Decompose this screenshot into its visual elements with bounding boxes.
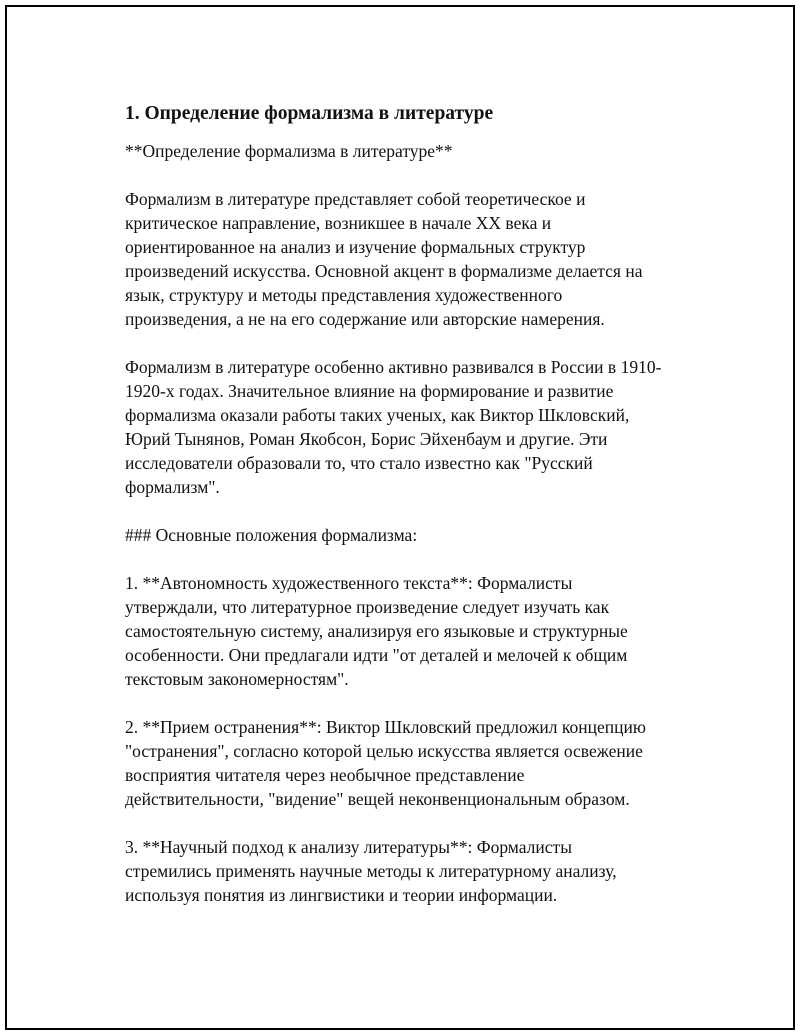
history-paragraph: Формализм в литературе особенно активно развивался в России в 1910- 1920-х годах. Значительное влияние на формирование и развитие формализма оказали работы таких ученых, как Виктор Шкловский, Юрий Тынянов, Роман Якобсон, Борис Эйхенбаум и другие. Эти исследователи образовали то, что стало известно как "Русский формализм".: [125, 357, 662, 497]
document-subheading: **Определение формализма в литературе**: [125, 141, 453, 161]
list-item: 3. **Научный подход к анализу литературы**: Формалисты стремились применять научные методы к литературному анализу, используя понятия из лингвистики и теории информации.: [125, 837, 617, 905]
list-item: 2. **Прием остранения**: Виктор Шкловский предложил концепцию "остранения", согласно которой целью искусства является освежение восприятия читателя через необычное представление действительности, "видение" вещей неконвенциональным образом.: [125, 717, 646, 809]
page-frame: [5, 5, 795, 1030]
section-heading: ### Основные положения формализма:: [125, 525, 418, 545]
list-item: 1. **Автономность художественного текста**: Формалисты утверждали, что литературное произведение следует изучать как самостоятельную систему, анализируя его языковые и структурные особенности. Они предлагали идти "от деталей и мелочей к общим текстовым закономерностям".: [125, 573, 628, 689]
intro-paragraph: Формализм в литературе представляет собой теоретическое и критическое направление, возникшее в начале XX века и ориентированное на анализ и изучение формальных структур произведений искусства. Основной акцент в формализме делается на язык, структуру и методы представления художественного произведения, а не на его содержание или авторские намерения.: [125, 189, 643, 329]
document-body: [125, 102, 705, 907]
document-heading: 1. Определение формализма в литературе: [125, 103, 494, 124]
